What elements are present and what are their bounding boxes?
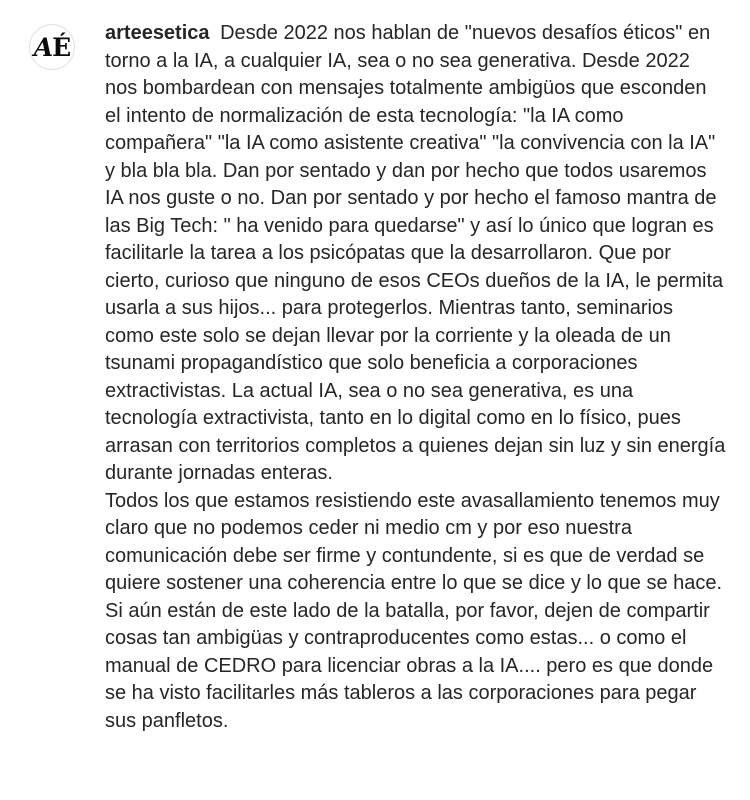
comment-text: Desde 2022 nos hablan de "nuevos desafíos éticos" en torno a la IA, a cualquier IA, sea o no sea generativa. Desde 2022 nos bombardean con mensajes totalmente ambigüos que esconden el intento de normalización de esta tecnología: "la IA como compañera" "la IA como asistente creativa" "la convivencia con la IA" y bla bla bla. Dan por sentado y dan por hecho que todos usaremos IA nos guste o no. Dan por sentado y por hecho el famoso mantra de las Big Tech: " ha venido para quedarse" y así lo único que logran es facilitarle la tarea a los psicópatas que la desarrollaron. Que por cierto, curioso que ninguno de esos CEOs dueños de la IA, le permita usarla a sus hijos... para protegerlos. Mientras tanto, seminarios como este solo se dejan llevar por la corriente y la oleada de un tsunami propagandístico que solo beneficia a corporaciones extractivistas. La actual IA, sea o no sea generativa, es una tecnología extractivista, tanto en lo digital como en lo físico, pues arrasan con territorios completos a quienes dejan sin luz y sin energía durante jornadas enteras. [105,22,726,484]
avatar[interactable] [29,24,75,70]
comment-paragraph: Todos los que estamos resistiendo este avasallamiento tenemos muy claro que no podemos ceder ni medio cm y por eso nuestra comunicación debe ser firme y contundente, si es que de verdad se quiere sostener una coherencia entre lo que se dice y lo que se hace. Si aún están de este lado de la batalla, por favor, dejen de compartir cosas tan ambigüas y contraproducentes como estas... o como el manual de CEDRO para licenciar obras a la IA.... pero es que donde se ha visto facilitarles más tableros a las corporaciones para pegar sus panfletos. [105,489,723,732]
avatar-monogram [33,32,71,62]
comment-paragraph [105,20,727,488]
avatar-monogram-letter-e: É [52,32,71,62]
avatar-monogram-letter-a: A [33,32,53,62]
comment-body [105,20,727,735]
username-link[interactable]: arteesetica [105,22,210,44]
